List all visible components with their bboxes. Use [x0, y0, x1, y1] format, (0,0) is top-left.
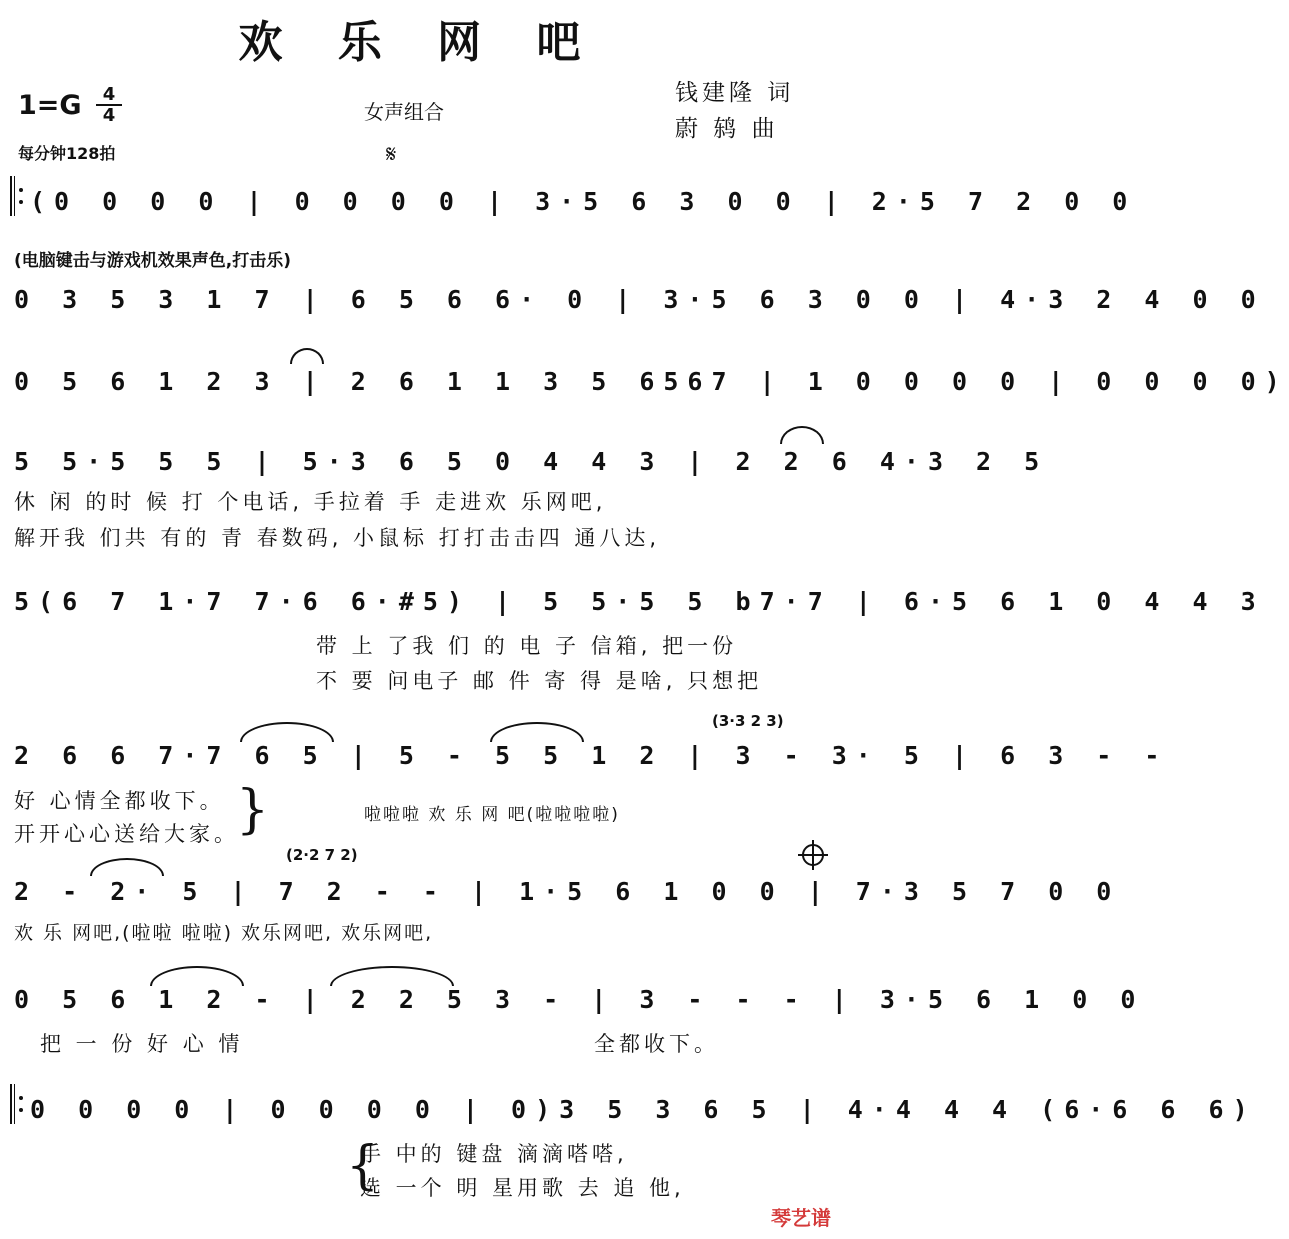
notation-line: [14, 276, 1265, 322]
lyricist-credit: 钱建隆 词: [675, 80, 795, 106]
notation-line: [14, 438, 1049, 484]
tie-mark: [240, 722, 334, 742]
ossia-notes: (3·3 2 3): [712, 712, 784, 730]
crosshair-icon: [802, 844, 824, 866]
staff-system-5: [0, 576, 1265, 628]
composer-credit: 蔚 鸫 曲: [675, 116, 779, 142]
time-signature: [96, 86, 122, 124]
staff-system-9: [0, 1084, 1257, 1136]
notes-text: 0 5 6 1 2 3 | 2 6 1 1 3 5 6567 | 1 0 0 0 0 | 0 0 0 0): [14, 366, 1289, 396]
tie-mark: [290, 348, 324, 364]
lyric-verse-2: 开开心心送给大家。: [14, 822, 239, 846]
notation-line: [30, 1086, 1257, 1132]
chorus-lyric: 啦啦啦 欢 乐 网 吧(啦啦啦啦): [364, 805, 620, 825]
ensemble-label: 女声组合: [364, 100, 444, 124]
staff-system-6: [0, 730, 1169, 782]
segno-icon: 𝄋: [386, 140, 397, 168]
staff-system-2: [0, 274, 1265, 326]
lyric-line: 全都收下。: [594, 1032, 719, 1056]
notes-text: 2 6 6 7·7 6 5 | 5 - 5 5 1 2 | 3 - 3· 5 | 6 3 - -: [14, 740, 1169, 770]
tie-mark: [90, 858, 164, 876]
key-signature: 1=G: [18, 90, 82, 121]
lyric-verse-1: 休 闲 的时 候 打 个电话, 手拉着 手 走进欢 乐网吧,: [14, 490, 607, 514]
notation-line: [14, 578, 1265, 624]
lyric-verse-2: 选 一个 明 星用歌 去 追 他,: [360, 1176, 685, 1200]
lyric-verse-1: 手 中的 键盘 滴滴嗒嗒,: [360, 1142, 628, 1166]
watermark-logo: 琴艺谱: [771, 1206, 831, 1230]
tie-mark: [150, 966, 244, 986]
meter-numerator: 4: [102, 84, 116, 105]
song-title: 欢 乐 网 吧: [238, 17, 601, 68]
lyric-verse-1: 带 上 了我 们 的 电 子 信箱, 把一份: [316, 634, 738, 658]
lyric-verse-2: 解开我 们共 有的 青 春数码, 小鼠标 打打击击四 通八达,: [14, 526, 661, 550]
brace-icon: }: [236, 780, 270, 840]
sound-note: (电脑键击与游戏机效果声色,打击乐): [14, 251, 291, 271]
ossia-notes: (2·2 7 2): [286, 846, 358, 864]
brace-icon: {: [346, 1136, 380, 1196]
lyric-verse-1: 好 心情全都收下。: [14, 789, 225, 813]
repeat-start-icon: [10, 176, 24, 216]
staff-system-3: [0, 356, 1289, 408]
notation-line: [14, 732, 1169, 778]
tie-mark: [780, 426, 824, 444]
staff-system-8: [0, 974, 1145, 1026]
notes-text: 5 5·5 5 5 | 5·3 6 5 0 4 4 3 | 2 2 6 4·3 2 5: [14, 446, 1049, 476]
staff-system-4: [0, 436, 1049, 488]
repeat-start-icon: [10, 1084, 24, 1124]
notation-line: [14, 358, 1289, 404]
lyric-line: 欢 乐 网吧,(啦啦 啦啦) 欢乐网吧, 欢乐网吧,: [14, 922, 434, 944]
notes-text: 0 0 0 0 | 0 0 0 0 | 0)3 5 3 6 5 | 4·4 4 4 (6·6 6 6): [30, 1094, 1257, 1124]
lyric-verse-2: 不 要 问电子 邮 件 寄 得 是啥, 只想把: [316, 669, 763, 693]
tie-mark: [490, 722, 584, 742]
notes-text: 5(6 7 1·7 7·6 6·#5) | 5 5·5 5 b7·7 | 6·5 6 1 0 4 4 3: [14, 586, 1265, 616]
notes-text: 2 - 2· 5 | 7 2 - - | 1·5 6 1 0 0 | 7·3 5 7 0 0: [14, 876, 1121, 906]
tie-mark: [330, 966, 454, 986]
staff-system-1: [0, 176, 1137, 228]
tempo-marking: 每分钟128拍: [18, 144, 116, 163]
notes-text: 0 3 5 3 1 7 | 6 5 6 6· 0 | 3·5 6 3 0 0 | 4·3 2 4 0 0: [14, 284, 1265, 314]
staff-system-7: [0, 866, 1121, 918]
notes-text: 0 5 6 1 2 - | 2 2 5 3 - | 3 - - - | 3·5 6 1 0 0: [14, 984, 1145, 1014]
notes-text: (0 0 0 0 | 0 0 0 0 | 3·5 6 3 0 0 | 2·5 7 2 0 0: [30, 186, 1137, 216]
notation-line: [30, 178, 1137, 224]
lyric-line: 把 一 份 好 心 情: [40, 1032, 244, 1056]
meter-denominator: 4: [102, 105, 116, 126]
